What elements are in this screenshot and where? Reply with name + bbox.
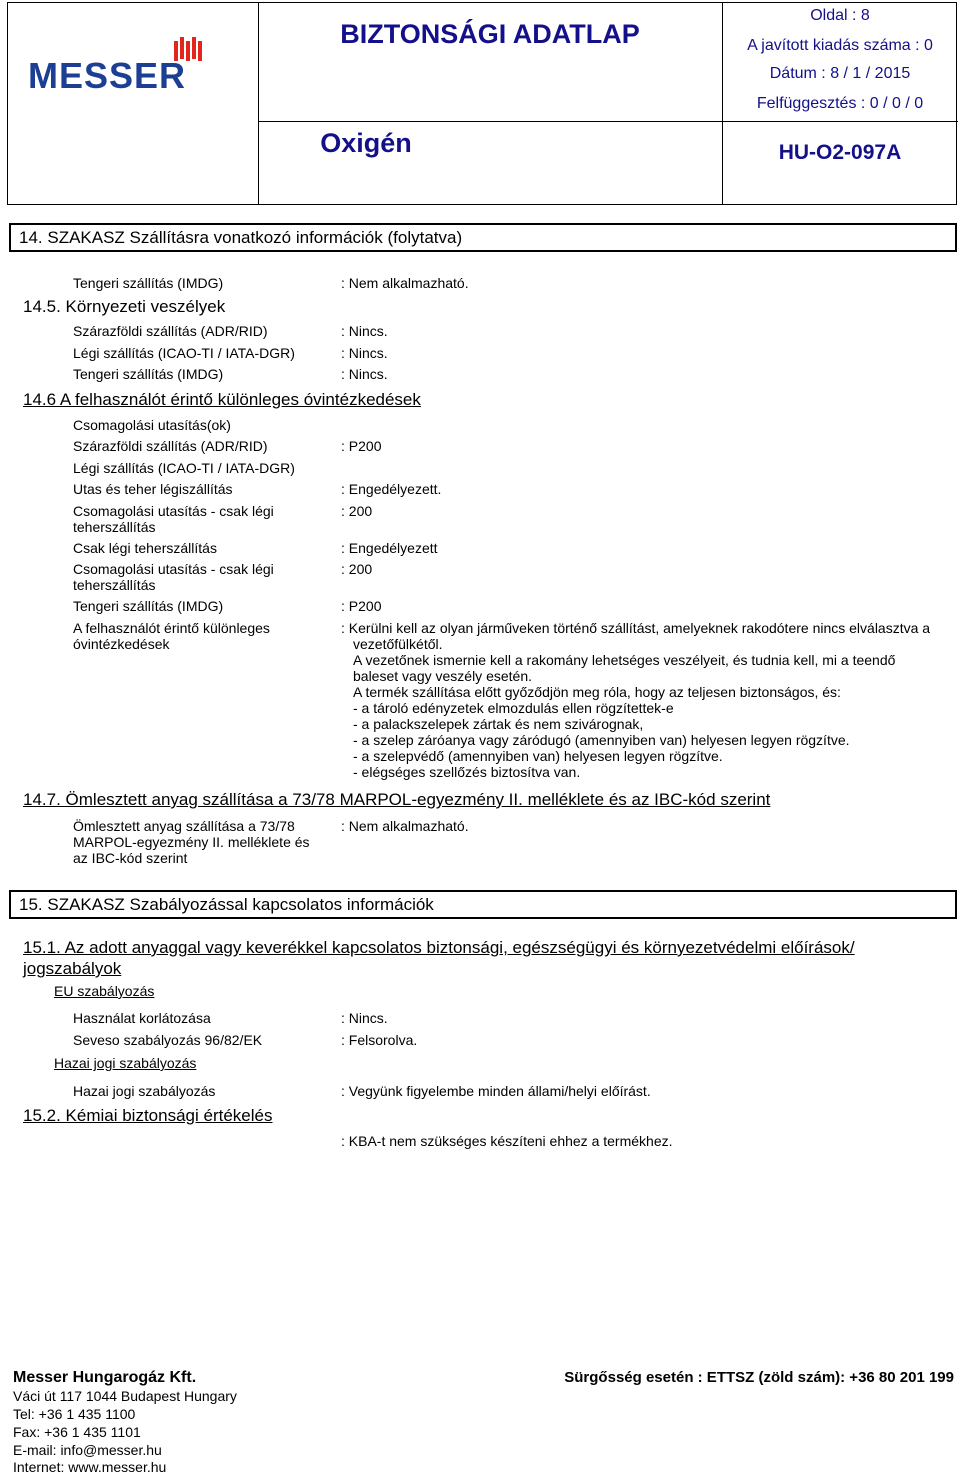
cargo-value: : Engedélyezett	[341, 540, 438, 556]
chem-safety-value: : KBA-t nem szükséges készíteni ehhez a termékhez.	[341, 1133, 673, 1149]
section-14-6-title: 14.6 A felhasználót érintő különleges óvintézkedések	[23, 390, 421, 409]
env-imdg-value: : Nincs.	[341, 366, 388, 382]
messer-logo	[26, 37, 241, 97]
bulk-label	[73, 818, 310, 866]
bulk-value: : Nem alkalmazható.	[341, 818, 469, 834]
air-label: Légi szállítás (ICAO-TI / IATA-DGR)	[73, 460, 295, 476]
pack2-label-line2: teherszállítás	[73, 577, 156, 593]
special-line: - a szelep záróanya vagy záródugó (amennyiben van) helyesen legyen rögzítve.	[353, 732, 850, 748]
pack2-label-line1: Csomagolási utasítás - csak légi	[73, 561, 274, 577]
section-14-5-title: 14.5. Környezeti veszélyek	[23, 297, 226, 316]
eu-regulations-title: EU szabályozás	[54, 983, 155, 999]
section-15-1-line2: jogszabályok	[23, 959, 122, 978]
section-14-7-title: 14.7. Ömlesztett anyag szállítása a 73/78 MARPOL-egyezmény II. melléklete és az IBC-kód szerint	[23, 790, 771, 809]
emergency-contact: Sürgősség esetén : ETTSZ (zöld szám): +36 80 201 199	[564, 1369, 954, 1386]
special-line: - elégséges szellőzés biztosítva van.	[353, 764, 581, 780]
special-line: - a tároló edényzetek elmozdulás ellen rögzítettek-e	[353, 700, 674, 716]
usage-label: Használat korlátozása	[73, 1010, 211, 1026]
issue-date: Dátum : 8 / 1 / 2015	[769, 65, 911, 82]
env-air-label: Légi szállítás (ICAO-TI / IATA-DGR)	[73, 345, 295, 361]
usage-value: : Nincs.	[341, 1010, 388, 1026]
company-name: Messer Hungarogáz Kft.	[13, 1369, 197, 1386]
env-adr-label: Szárazföldi szállítás (ADR/RID)	[73, 323, 268, 339]
company-fax: Fax: +36 1 435 1101	[13, 1424, 141, 1440]
page-number: Oldal : 8	[810, 7, 870, 24]
special-line: - a szelepvédő (amennyiben van) helyesen legyen rögzítve.	[353, 748, 723, 764]
national-label: Hazai jogi szabályozás	[73, 1083, 216, 1099]
env-adr-value: : Nincs.	[341, 323, 388, 339]
special-precautions	[341, 620, 956, 780]
bulk-label-line2: MARPOL-egyezmény II. melléklete és	[73, 834, 310, 850]
company-email: E-mail: info@messer.hu	[13, 1442, 162, 1458]
section-15-2-title: 15.2. Kémiai biztonsági értékelés	[23, 1106, 273, 1125]
special-line: : Kerülni kell az olyan járműveken történő szállítást, amelyeknek rakodótere nincs elválasztva a	[341, 620, 931, 636]
national-value: : Vegyünk figyelembe minden állami/helyi előírást.	[341, 1083, 651, 1099]
imdg2-label: Tengeri szállítás (IMDG)	[73, 598, 224, 614]
section-15-1-title	[23, 937, 855, 979]
product-name: Oxigén	[320, 128, 412, 158]
env-air-value: : Nincs.	[341, 345, 388, 361]
special-line: baleset vagy veszély esetén.	[353, 668, 532, 684]
seveso-value: : Felsorolva.	[341, 1032, 418, 1048]
company-website: Internet: www.messer.hu	[13, 1459, 167, 1475]
section-15-banner: 15. SZAKASZ Szabályozással kapcsolatos információk	[9, 890, 957, 919]
pack2-value: : 200	[341, 561, 373, 577]
special-label-line1: A felhasználót érintő különleges	[73, 620, 270, 636]
special-line: A vezetőnek ismernie kell a rakomány lehetséges veszélyeit, és tudnia kell, mi a teendő	[353, 652, 896, 668]
pack1-label-line2: teherszállítás	[73, 519, 156, 535]
pack1-label	[73, 503, 274, 535]
pack1-value: : 200	[341, 503, 373, 519]
special-line: vezetőfülkétől.	[353, 636, 443, 652]
document-code: HU-O2-097A	[778, 141, 902, 164]
section-15-1-line1: 15.1. Az adott anyaggal vagy keverékkel kapcsolatos biztonsági, egészségügyi és környezetvédelmi előírások/	[23, 938, 855, 957]
imdg-label: Tengeri szállítás (IMDG)	[73, 275, 224, 291]
pack-instr-label: Csomagolási utasítás(ok)	[73, 417, 231, 433]
section-14-banner: 14. SZAKASZ Szállításra vonatkozó információk (folytatva)	[9, 223, 957, 252]
adr-value: : P200	[341, 438, 382, 454]
bulk-label-line1: Ömlesztett anyag szállítása a 73/78	[73, 818, 295, 834]
special-label-line2: óvintézkedések	[73, 636, 170, 652]
adr-label: Szárazföldi szállítás (ADR/RID)	[73, 438, 268, 454]
company-tel: Tel: +36 1 435 1100	[13, 1406, 136, 1422]
revision-number: A javított kiadás száma : 0	[747, 37, 933, 54]
special-label	[73, 620, 270, 652]
cargo-label: Csak légi teherszállítás	[73, 540, 217, 556]
pax-label: Utas és teher légiszállítás	[73, 481, 233, 497]
imdg-value: : Nem alkalmazható.	[341, 275, 469, 291]
logo-text: MESSER	[28, 55, 187, 96]
imdg2-value: : P200	[341, 598, 382, 614]
document-header	[7, 2, 957, 205]
pack1-label-line1: Csomagolási utasítás - csak légi	[73, 503, 274, 519]
seveso-label: Seveso szabályozás 96/82/EK	[73, 1032, 263, 1048]
national-regulations-title: Hazai jogi szabályozás	[54, 1055, 197, 1071]
company-address: Váci út 117 1044 Budapest Hungary	[13, 1388, 237, 1404]
env-imdg-label: Tengeri szállítás (IMDG)	[73, 366, 224, 382]
special-line: - a palackszelepek zártak és nem szivárognak,	[353, 716, 644, 732]
pack2-label	[73, 561, 274, 593]
document-title: BIZTONSÁGI ADATLAP	[340, 19, 640, 49]
pax-value: : Engedélyezett.	[341, 481, 442, 497]
suspension: Felfüggesztés : 0 / 0 / 0	[756, 95, 924, 112]
special-line: A termék szállítása előtt győződjön meg róla, hogy az teljesen biztonságos, és:	[353, 684, 841, 700]
bulk-label-line3: az IBC-kód szerint	[73, 850, 188, 866]
